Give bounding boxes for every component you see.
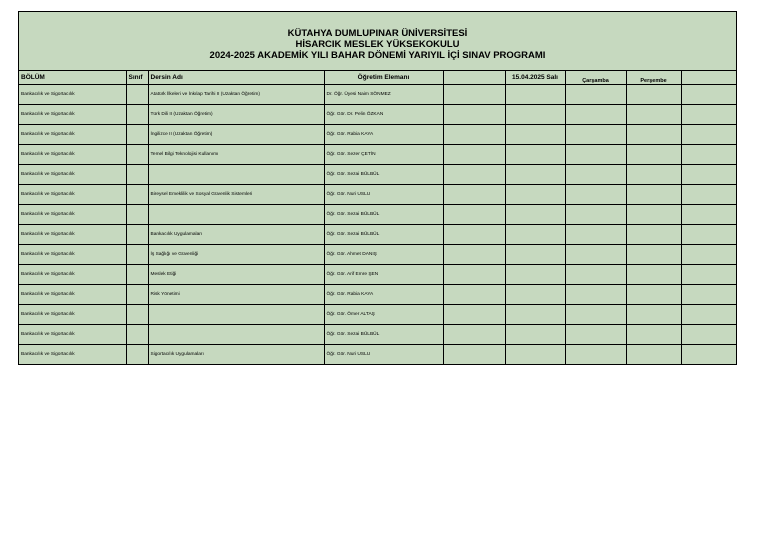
- cell-ders: [148, 164, 324, 184]
- cell-bolum: Bankacılık ve Sigortacılık: [19, 224, 126, 244]
- cell-sinif: [126, 244, 148, 264]
- cell-bolum: Bankacılık ve Sigortacılık: [19, 164, 126, 184]
- cell-extra: [681, 144, 736, 164]
- cell-extra: [681, 284, 736, 304]
- cell-blank: [443, 324, 505, 344]
- cell-carsamba: [565, 344, 626, 364]
- table-row: [19, 244, 736, 264]
- table-row: [19, 104, 736, 124]
- cell-ogretim-elemani: Öğr. Gör. Nuri USLU: [324, 344, 443, 364]
- cell-carsamba: [565, 104, 626, 124]
- cell-blank: [443, 304, 505, 324]
- table-row: [19, 164, 736, 184]
- cell-extra: [681, 324, 736, 344]
- column-header-sinif: Sınıf: [126, 71, 148, 84]
- cell-ogretim-elemani: Öğr. Gör. Rabia KAYA: [324, 284, 443, 304]
- cell-persembe: [626, 124, 681, 144]
- cell-sali: [505, 264, 565, 284]
- cell-sinif: [126, 104, 148, 124]
- column-header-ogretim-elemani: Öğretim Elemanı: [324, 71, 443, 84]
- cell-persembe: [626, 324, 681, 344]
- cell-extra: [681, 244, 736, 264]
- cell-sali: [505, 184, 565, 204]
- cell-ders: [148, 324, 324, 344]
- cell-carsamba: [565, 144, 626, 164]
- table-row: [19, 264, 736, 284]
- cell-carsamba: [565, 324, 626, 344]
- cell-ogretim-elemani: Öğr. Gör. Ahmet DANIŞ: [324, 244, 443, 264]
- cell-extra: [681, 124, 736, 144]
- cell-extra: [681, 84, 736, 104]
- cell-ders: Bankacılık Uygulamaları: [148, 224, 324, 244]
- cell-blank: [443, 344, 505, 364]
- table-row: [19, 324, 736, 344]
- column-header-carsamba: Çarşamba: [565, 71, 626, 84]
- cell-sinif: [126, 264, 148, 284]
- cell-ders: Temel Bilgi Teknolojisi Kullanımı: [148, 144, 324, 164]
- cell-sinif: [126, 224, 148, 244]
- column-header-blank: [443, 71, 505, 84]
- cell-sali: [505, 144, 565, 164]
- cell-sinif: [126, 324, 148, 344]
- cell-ogretim-elemani: Öğr. Gör. Ömer ALTAŞ: [324, 304, 443, 324]
- cell-persembe: [626, 144, 681, 164]
- cell-blank: [443, 204, 505, 224]
- table-row: [19, 224, 736, 244]
- cell-extra: [681, 224, 736, 244]
- column-header-persembe: Perşembe: [626, 71, 681, 84]
- cell-ders: [148, 204, 324, 224]
- cell-ogretim-elemani: Öğr. Gör. Sezai BÜLBÜL: [324, 324, 443, 344]
- cell-extra: [681, 184, 736, 204]
- cell-bolum: Bankacılık ve Sigortacılık: [19, 144, 126, 164]
- cell-carsamba: [565, 184, 626, 204]
- cell-sinif: [126, 164, 148, 184]
- cell-ogretim-elemani: Öğr. Gör. Dr. Pelin ÖZKAN: [324, 104, 443, 124]
- university-title: KÜTAHYA DUMLUPINAR ÜNİVERSİTESİ: [287, 27, 468, 39]
- schedule-table: [19, 71, 736, 364]
- cell-ders: Risk Yönetimi: [148, 284, 324, 304]
- cell-carsamba: [565, 164, 626, 184]
- cell-extra: [681, 104, 736, 124]
- cell-sali: [505, 324, 565, 344]
- cell-sinif: [126, 144, 148, 164]
- table-header-row: [19, 71, 736, 84]
- school-title: HİSARCIK MESLEK YÜKSEKOKULU: [295, 38, 460, 50]
- cell-bolum: Bankacılık ve Sigortacılık: [19, 324, 126, 344]
- cell-sinif: [126, 184, 148, 204]
- table-row: [19, 344, 736, 364]
- table-row: [19, 304, 736, 324]
- cell-blank: [443, 284, 505, 304]
- cell-persembe: [626, 204, 681, 224]
- cell-persembe: [626, 84, 681, 104]
- cell-blank: [443, 184, 505, 204]
- cell-ogretim-elemani: Öğr. Gör. Nuri USLU: [324, 184, 443, 204]
- cell-sali: [505, 284, 565, 304]
- cell-ders: Sigortacılık Uygulamaları: [148, 344, 324, 364]
- cell-ogretim-elemani: Öğr. Gör. Sezai BÜLBÜL: [324, 204, 443, 224]
- cell-bolum: Bankacılık ve Sigortacılık: [19, 84, 126, 104]
- cell-extra: [681, 204, 736, 224]
- cell-bolum: Bankacılık ve Sigortacılık: [19, 264, 126, 284]
- cell-ogretim-elemani: Dr. Öğr. Üyesi Naim SÖNMEZ: [324, 84, 443, 104]
- cell-sali: [505, 304, 565, 324]
- cell-bolum: Bankacılık ve Sigortacılık: [19, 184, 126, 204]
- cell-carsamba: [565, 264, 626, 284]
- cell-extra: [681, 164, 736, 184]
- title-block: [19, 12, 736, 71]
- cell-ders: İngilizce II (Uzaktan Öğretim): [148, 124, 324, 144]
- cell-ders: İş Sağlığı ve Güvenliği: [148, 244, 324, 264]
- cell-sali: [505, 224, 565, 244]
- cell-blank: [443, 244, 505, 264]
- cell-ders: Meslek Etiği: [148, 264, 324, 284]
- cell-sali: [505, 204, 565, 224]
- cell-persembe: [626, 104, 681, 124]
- cell-blank: [443, 104, 505, 124]
- cell-sinif: [126, 124, 148, 144]
- cell-sali: [505, 104, 565, 124]
- cell-sinif: [126, 284, 148, 304]
- cell-persembe: [626, 264, 681, 284]
- cell-carsamba: [565, 244, 626, 264]
- cell-sinif: [126, 204, 148, 224]
- table-row: [19, 84, 736, 104]
- cell-sali: [505, 344, 565, 364]
- cell-carsamba: [565, 124, 626, 144]
- cell-bolum: Bankacılık ve Sigortacılık: [19, 344, 126, 364]
- cell-bolum: Bankacılık ve Sigortacılık: [19, 124, 126, 144]
- cell-sali: [505, 164, 565, 184]
- cell-bolum: Bankacılık ve Sigortacılık: [19, 204, 126, 224]
- cell-ders: Atatürk İlkeleri ve İnkılap Tarihi II (Uzaktan Öğretim): [148, 84, 324, 104]
- cell-sali: [505, 84, 565, 104]
- cell-blank: [443, 164, 505, 184]
- program-title: 2024-2025 AKADEMİK YILI BAHAR DÖNEMİ YARIYIL İÇİ SINAV PROGRAMI: [209, 49, 546, 61]
- cell-extra: [681, 304, 736, 324]
- cell-extra: [681, 344, 736, 364]
- cell-carsamba: [565, 84, 626, 104]
- table-body: [19, 84, 736, 364]
- cell-sinif: [126, 344, 148, 364]
- cell-ogretim-elemani: Öğr. Gör. Arif Emre ŞEN: [324, 264, 443, 284]
- cell-carsamba: [565, 224, 626, 244]
- table-row: [19, 124, 736, 144]
- column-header-bolum: BÖLÜM: [19, 71, 126, 84]
- cell-blank: [443, 124, 505, 144]
- cell-bolum: Bankacılık ve Sigortacılık: [19, 104, 126, 124]
- column-header-date-sali: 15.04.2025 Salı: [505, 71, 565, 84]
- cell-sinif: [126, 304, 148, 324]
- cell-persembe: [626, 244, 681, 264]
- table-row: [19, 184, 736, 204]
- cell-ogretim-elemani: Öğr. Gör. Sezer ÇETİN: [324, 144, 443, 164]
- cell-bolum: Bankacılık ve Sigortacılık: [19, 284, 126, 304]
- cell-carsamba: [565, 284, 626, 304]
- cell-bolum: Bankacılık ve Sigortacılık: [19, 304, 126, 324]
- cell-persembe: [626, 184, 681, 204]
- exam-schedule-sheet: [18, 11, 737, 365]
- cell-carsamba: [565, 204, 626, 224]
- cell-blank: [443, 144, 505, 164]
- cell-bolum: Bankacılık ve Sigortacılık: [19, 244, 126, 264]
- cell-persembe: [626, 344, 681, 364]
- cell-blank: [443, 84, 505, 104]
- cell-ogretim-elemani: Öğr. Gör. Rabia KAYA: [324, 124, 443, 144]
- cell-carsamba: [565, 304, 626, 324]
- cell-ders: [148, 304, 324, 324]
- cell-persembe: [626, 164, 681, 184]
- cell-ogretim-elemani: Öğr. Gör. Sezai BÜLBÜL: [324, 224, 443, 244]
- cell-persembe: [626, 284, 681, 304]
- table-row: [19, 204, 736, 224]
- cell-ders: Bireysel Emeklilik ve Sosyal Güvenlik Sistemleri: [148, 184, 324, 204]
- cell-persembe: [626, 224, 681, 244]
- cell-extra: [681, 264, 736, 284]
- cell-blank: [443, 264, 505, 284]
- cell-ogretim-elemani: Öğr. Gör. Sezai BÜLBÜL: [324, 164, 443, 184]
- table-row: [19, 144, 736, 164]
- table-row: [19, 284, 736, 304]
- column-header-ders: Dersin Adı: [148, 71, 324, 84]
- cell-sinif: [126, 84, 148, 104]
- cell-sali: [505, 244, 565, 264]
- cell-persembe: [626, 304, 681, 324]
- cell-blank: [443, 224, 505, 244]
- cell-ders: Türk Dili II (Uzaktan Öğretim): [148, 104, 324, 124]
- column-header-extra: [681, 71, 736, 84]
- cell-sali: [505, 124, 565, 144]
